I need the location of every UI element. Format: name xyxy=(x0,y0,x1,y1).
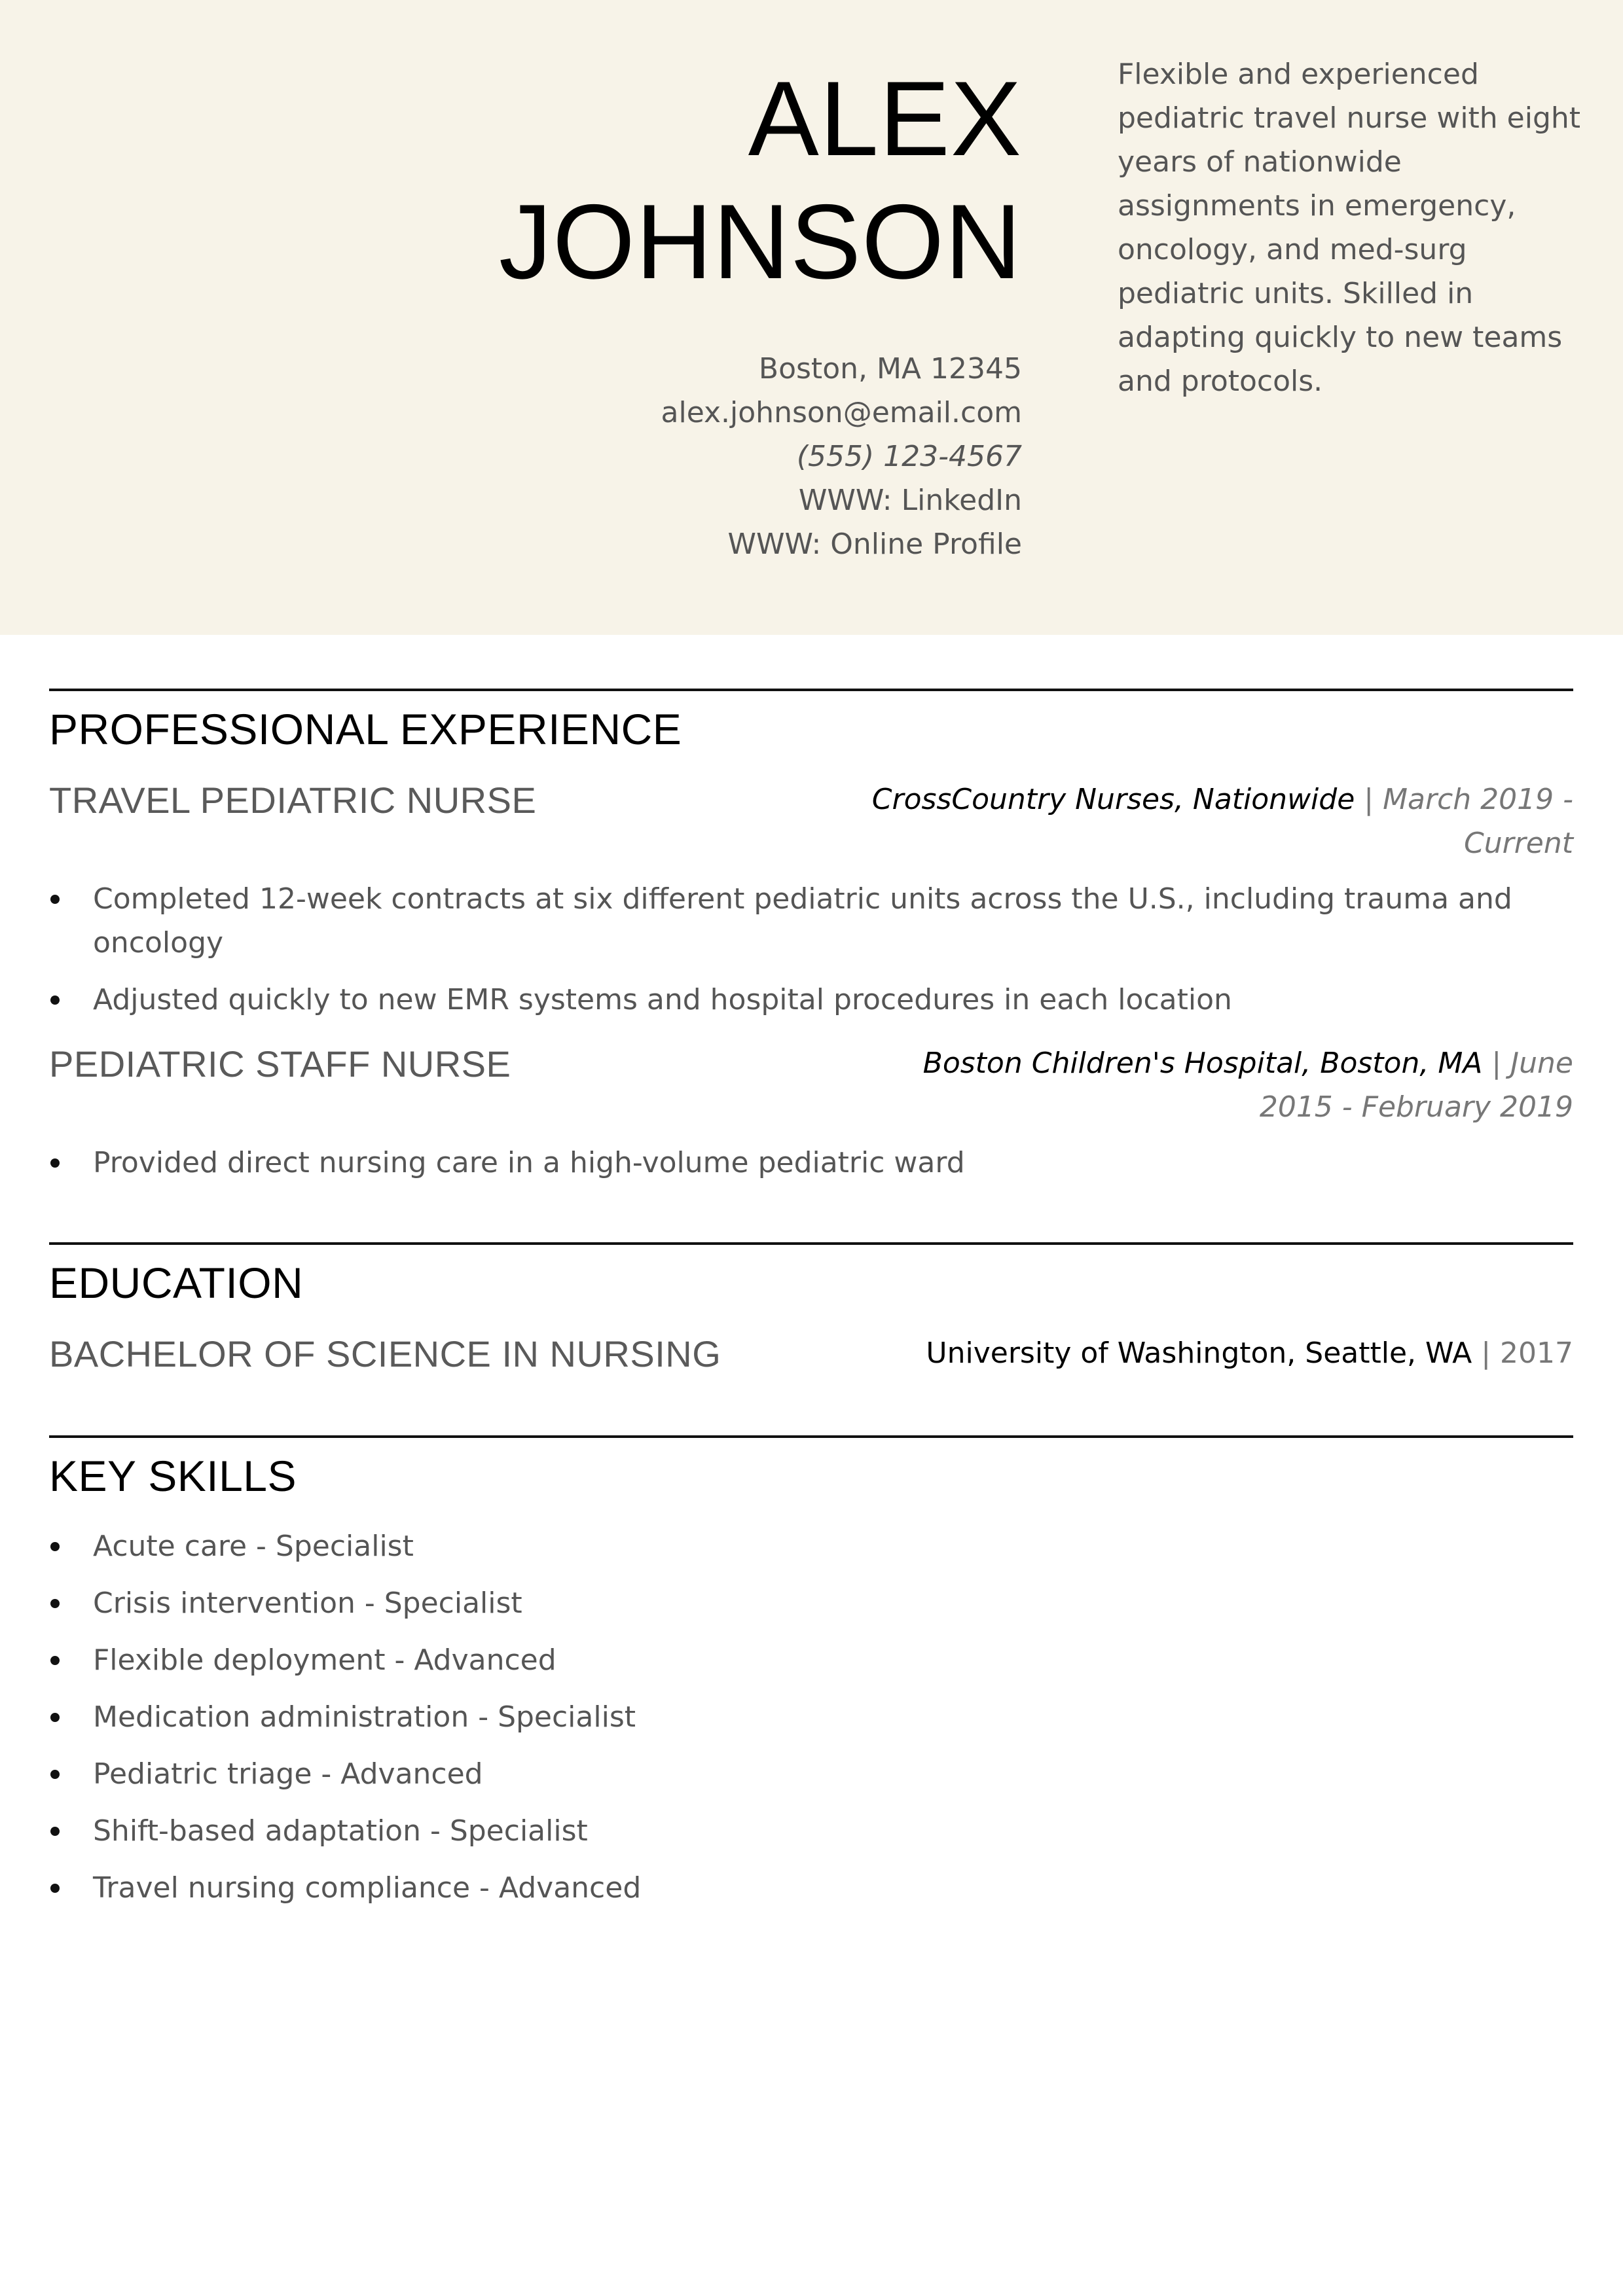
phone: (555) 123-4567 xyxy=(796,440,1022,473)
meta-separator: | xyxy=(1472,1336,1501,1370)
skill-item: Crisis intervention - Specialist xyxy=(49,1581,1573,1625)
meta-separator: | xyxy=(1482,1047,1511,1080)
address: Boston, MA 12345 xyxy=(758,352,1022,386)
job-meta xyxy=(853,1041,1573,1129)
list-item: Completed 12-week contracts at six different pediatric units across the U.S., including trauma and oncology xyxy=(49,877,1573,965)
skill-item: Pediatric triage - Advanced xyxy=(49,1752,1573,1796)
email[interactable]: alex.johnson@email.com xyxy=(661,396,1022,429)
job-bullets xyxy=(49,877,1573,1022)
resume-header xyxy=(0,0,1623,635)
online-profile-link[interactable]: WWW: Online Profile xyxy=(727,528,1022,561)
meta-separator: | xyxy=(1355,783,1383,816)
section-divider xyxy=(49,1435,1573,1438)
job-meta xyxy=(853,778,1573,865)
candidate-name xyxy=(236,58,1022,304)
section-divider xyxy=(49,689,1573,691)
first-name: ALEX xyxy=(748,60,1022,178)
list-item: Adjusted quickly to new EMR systems and hospital procedures in each location xyxy=(49,978,1573,1022)
degree-title: BACHELOR OF SCIENCE IN NURSING xyxy=(49,1333,721,1374)
graduation-year: 2017 xyxy=(1500,1336,1573,1370)
education-section xyxy=(49,1242,1573,1375)
skills-list xyxy=(49,1524,1573,1910)
skill-item: Acute care - Specialist xyxy=(49,1524,1573,1568)
skill-item: Flexible deployment - Advanced xyxy=(49,1638,1573,1682)
skill-item: Shift-based adaptation - Specialist xyxy=(49,1809,1573,1853)
contact-info xyxy=(367,347,1022,566)
job-employer: CrossCountry Nurses, Nationwide xyxy=(871,783,1355,816)
professional-summary: Flexible and experienced pediatric travel nurse with eight years of nationwide assignments in emergency, oncology, and med-surg pediatric units. Skilled in adapting quickly to new teams and protocols. xyxy=(1118,58,1581,398)
last-name: JOHNSON xyxy=(498,183,1022,301)
experience-section xyxy=(49,689,1573,1198)
job-title: PEDIATRIC STAFF NURSE xyxy=(49,1043,511,1085)
education-meta xyxy=(853,1331,1573,1375)
education-entry xyxy=(49,1331,1573,1375)
job-bullets xyxy=(49,1141,1573,1185)
section-divider xyxy=(49,1242,1573,1245)
section-title-education: EDUCATION xyxy=(49,1259,304,1307)
skill-item: Travel nursing compliance - Advanced xyxy=(49,1866,1573,1910)
section-title-skills: KEY SKILLS xyxy=(49,1452,297,1500)
job-dates: March 2019 - Current xyxy=(1383,783,1573,860)
job-entry xyxy=(49,778,1573,865)
skill-item: Medication administration - Specialist xyxy=(49,1695,1573,1739)
list-item: Provided direct nursing care in a high-volume pediatric ward xyxy=(49,1141,1573,1185)
linkedin-link[interactable]: WWW: LinkedIn xyxy=(798,484,1022,517)
job-dates: June 2015 - February 2019 xyxy=(1259,1047,1573,1124)
job-entry xyxy=(49,1041,1573,1129)
section-title-experience: PROFESSIONAL EXPERIENCE xyxy=(49,705,682,753)
school-name: University of Washington, Seattle, WA xyxy=(926,1336,1472,1370)
job-title: TRAVEL PEDIATRIC NURSE xyxy=(49,780,537,821)
job-employer: Boston Children's Hospital, Boston, MA xyxy=(922,1047,1483,1080)
skills-section xyxy=(49,1435,1573,1923)
